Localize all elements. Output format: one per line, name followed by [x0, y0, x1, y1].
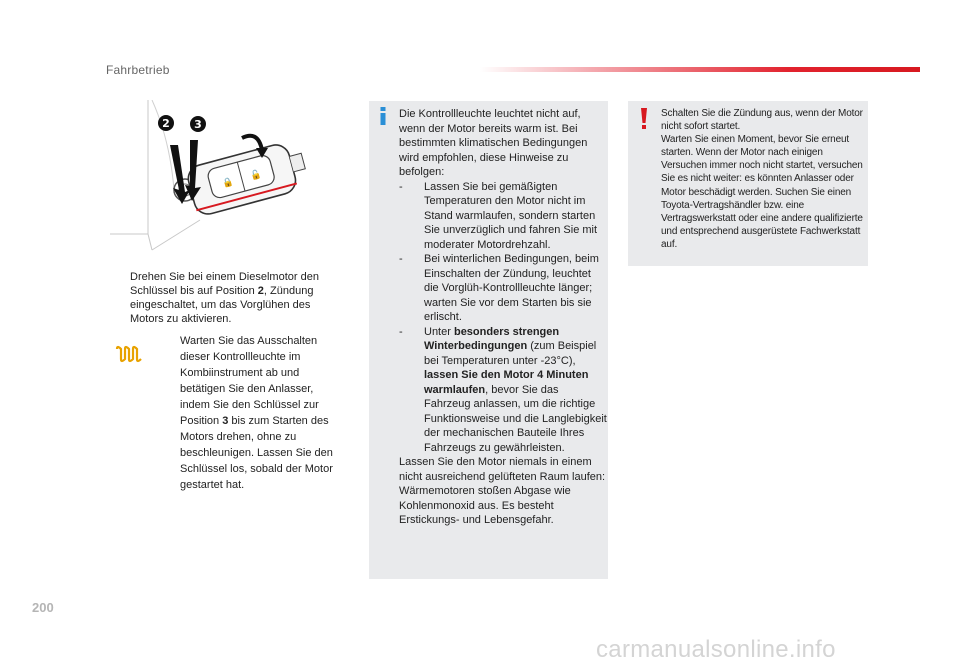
step2-text-b: bis zum Starten des Motors drehen, ohne zu beschleunigen. Lassen Sie den Schlüssel los, sobald der Motor gestartet hat. [180, 415, 333, 491]
instruction-step-2 [160, 333, 340, 493]
info-box-text [399, 107, 607, 528]
info-closing: Lassen Sie den Motor niemals in einem nicht ausreichend gelüfteten Raum laufen: Wärmemotoren stoßen Abgase wie Kohlenmonoxid aus. Es besteht Erstickungs- und Lebensgefahr. [399, 456, 606, 526]
key-ignition-illustration [110, 100, 342, 260]
instruction-step-1 [110, 270, 335, 326]
svg-text:🔒: 🔒 [221, 176, 235, 190]
info-list-item: - Unter besonders strengen Winterbedingungen (zum Beispiel bei Temperaturen unter -23°C), lassen Sie den Motor 4 Minuten warmlaufen, bevor Sie das Fahrzeug anlassen, um die richtige Funktionsweise und die Langlebigkeit der mechanischen Bauteile Ihres Fahrzeugs zu gewährleisten. [399, 325, 607, 454]
callout-2: 2 [162, 117, 170, 130]
info-list-item: - Bei winterlichen Bedingungen, beim Einschalten der Zündung, leuchtet die Vorglüh-Kontrollleuchte länger; warten Sie vor dem Starten bis sie erlischt. [399, 253, 599, 323]
header-accent-bar [480, 67, 920, 72]
preheating-warning-icon [114, 343, 144, 365]
warning-icon [640, 108, 648, 130]
step1-text-b: , Zündung eingeschaltet, um das Vorglühen des Motors zu aktivieren. [130, 285, 314, 325]
step2-position: 3 [222, 415, 229, 427]
warning-box-text: Schalten Sie die Zündung aus, wenn der Motor nicht sofort startet. Warten Sie einen Moment, bevor Sie erneut starten. Wenn der Motor nach einigen Versuchen immer noch nicht startet, versuchen Sie es nicht weiter: es könnten Anlasser oder Motor beschädigt werden. Suchen Sie einen Toyota-Vertragshändler bzw. eine Vertragswerkstatt oder eine andere qualifizierte und entsprechend ausgerüstete Fachwerkstatt auf. [661, 108, 863, 250]
callout-3: 3 [194, 118, 202, 131]
section-title: Fahrbetrieb [106, 63, 170, 77]
step1-position: 2 [257, 285, 264, 297]
watermark: carmanualsonline.info [596, 636, 836, 663]
step2-text-a: Warten Sie das Ausschalten dieser Kontrollleuchte im Kombiinstrument ab und betätigen Sie den Anlasser, indem Sie den Schlüssel zur Position [180, 335, 319, 427]
info-icon [378, 107, 388, 125]
svg-text:🔓: 🔓 [249, 169, 263, 182]
list-dash: - [399, 325, 403, 338]
info-intro: Die Kontrollleuchte leuchtet nicht auf, wenn der Motor bereits warm ist. Bei bestimmten klimatischen Bedingungen wird empfohlen, diese Hinweise zu befolgen: [399, 108, 588, 178]
list-dash: - [399, 253, 403, 265]
list-dash: - [399, 180, 403, 193]
page-number: 200 [32, 600, 54, 615]
step1-text-a: Drehen Sie bei einem Dieselmotor den Schlüssel bis auf Position [130, 271, 319, 297]
info-list-item: - Lassen Sie bei gemäßigten Temperaturen den Motor nicht im Stand warmlaufen, sondern starten Sie unverzüglich und fahren Sie mit moderater Motordrehzahl. [399, 180, 598, 251]
